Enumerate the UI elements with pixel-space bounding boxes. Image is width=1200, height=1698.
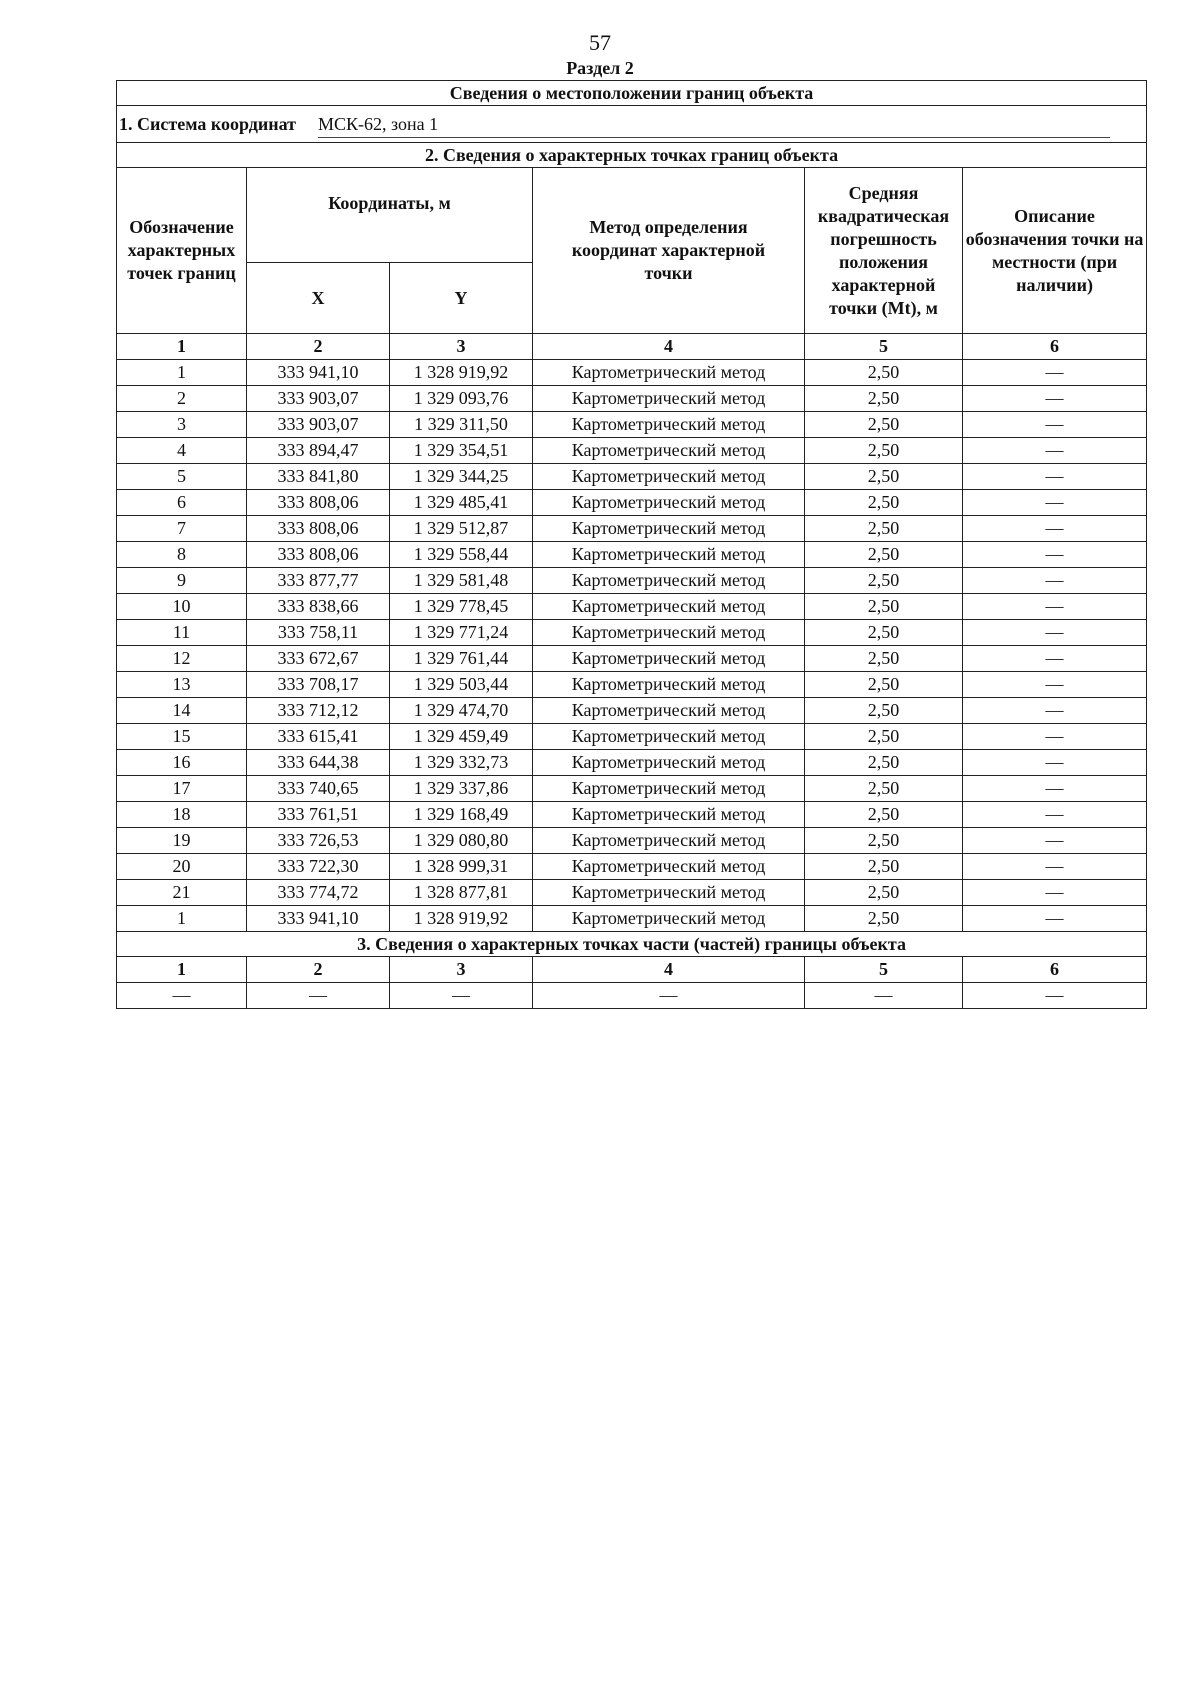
empty-cell: —	[247, 983, 390, 1009]
point-cell: 8	[117, 542, 247, 568]
mean-error-cell: 2,50	[805, 386, 963, 412]
method-cell: Картометрический метод	[533, 412, 805, 438]
method-cell: Картометрический метод	[533, 724, 805, 750]
coord-system-cell	[117, 106, 1147, 143]
header-mean-error: Средняя квадратическая погрешность положения характерной точки (Mt), м	[805, 168, 963, 334]
point-cell: 9	[117, 568, 247, 594]
x-coordinate-cell: 333 740,65	[247, 776, 390, 802]
description-cell: —	[963, 854, 1147, 880]
y-coordinate-cell: 1 328 919,92	[390, 906, 533, 932]
description-cell: —	[963, 412, 1147, 438]
column-number: 4	[533, 957, 805, 983]
table-row	[117, 516, 1147, 542]
description-cell: —	[963, 464, 1147, 490]
description-cell: —	[963, 880, 1147, 906]
table-row	[117, 724, 1147, 750]
mean-error-cell: 2,50	[805, 880, 963, 906]
mean-error-cell: 2,50	[805, 724, 963, 750]
table-row	[117, 412, 1147, 438]
method-cell: Картометрический метод	[533, 516, 805, 542]
y-coordinate-cell: 1 329 080,80	[390, 828, 533, 854]
mean-error-cell: 2,50	[805, 490, 963, 516]
method-cell: Картометрический метод	[533, 386, 805, 412]
header-method: Метод определения координат характерной точки	[533, 168, 805, 334]
point-cell: 21	[117, 880, 247, 906]
method-cell: Картометрический метод	[533, 620, 805, 646]
point-cell: 15	[117, 724, 247, 750]
mean-error-cell: 2,50	[805, 802, 963, 828]
x-coordinate-cell: 333 808,06	[247, 542, 390, 568]
column-number-row	[117, 334, 1147, 360]
mean-error-cell: 2,50	[805, 594, 963, 620]
coord-system-value: МСК-62, зона 1	[318, 113, 1110, 138]
column-number: 4	[533, 334, 805, 360]
table-row	[117, 828, 1147, 854]
x-coordinate-cell: 333 672,67	[247, 646, 390, 672]
x-coordinate-cell: 333 894,47	[247, 438, 390, 464]
mean-error-cell: 2,50	[805, 360, 963, 386]
column-number: 3	[390, 334, 533, 360]
column-number: 5	[805, 957, 963, 983]
point-cell: 5	[117, 464, 247, 490]
y-coordinate-cell: 1 329 354,51	[390, 438, 533, 464]
table-row	[117, 464, 1147, 490]
table-row	[117, 360, 1147, 386]
description-cell: —	[963, 776, 1147, 802]
coord-system-label: 1. Система координат	[119, 114, 296, 134]
description-cell: —	[963, 724, 1147, 750]
x-coordinate-cell: 333 644,38	[247, 750, 390, 776]
table-row	[117, 802, 1147, 828]
table-row	[117, 646, 1147, 672]
x-coordinate-cell: 333 758,11	[247, 620, 390, 646]
section2-title: 2. Сведения о характерных точках границ объекта	[117, 143, 1147, 168]
column-number: 2	[247, 334, 390, 360]
mean-error-cell: 2,50	[805, 516, 963, 542]
description-cell: —	[963, 360, 1147, 386]
y-coordinate-cell: 1 329 332,73	[390, 750, 533, 776]
table-row	[117, 620, 1147, 646]
point-cell: 10	[117, 594, 247, 620]
method-cell: Картометрический метод	[533, 854, 805, 880]
method-cell: Картометрический метод	[533, 438, 805, 464]
method-cell: Картометрический метод	[533, 698, 805, 724]
column-number: 1	[117, 334, 247, 360]
table-row	[117, 490, 1147, 516]
mean-error-cell: 2,50	[805, 620, 963, 646]
description-cell: —	[963, 698, 1147, 724]
point-cell: 6	[117, 490, 247, 516]
method-cell: Картометрический метод	[533, 568, 805, 594]
x-coordinate-cell: 333 808,06	[247, 516, 390, 542]
mean-error-cell: 2,50	[805, 750, 963, 776]
mean-error-cell: 2,50	[805, 776, 963, 802]
page-number: 57	[589, 30, 611, 55]
y-coordinate-cell: 1 329 168,49	[390, 802, 533, 828]
section2-title-row	[117, 143, 1147, 168]
point-cell: 4	[117, 438, 247, 464]
mean-error-cell: 2,50	[805, 568, 963, 594]
table-row	[117, 906, 1147, 932]
mean-error-cell: 2,50	[805, 906, 963, 932]
y-coordinate-cell: 1 329 503,44	[390, 672, 533, 698]
mean-error-cell: 2,50	[805, 412, 963, 438]
section3-column-number-row	[117, 957, 1147, 983]
method-cell: Картометрический метод	[533, 776, 805, 802]
header-point-designation: Обозначение характерных точек границ	[117, 168, 247, 334]
column-number: 1	[117, 957, 247, 983]
column-number: 6	[963, 957, 1147, 983]
header-row-1	[117, 168, 1147, 263]
y-coordinate-cell: 1 329 459,49	[390, 724, 533, 750]
x-coordinate-cell: 333 774,72	[247, 880, 390, 906]
y-coordinate-cell: 1 329 337,86	[390, 776, 533, 802]
section3-title: 3. Сведения о характерных точках части (частей) границы объекта	[117, 932, 1147, 957]
y-coordinate-cell: 1 328 877,81	[390, 880, 533, 906]
table-row	[117, 698, 1147, 724]
x-coordinate-cell: 333 877,77	[247, 568, 390, 594]
method-cell: Картометрический метод	[533, 906, 805, 932]
mean-error-cell: 2,50	[805, 438, 963, 464]
method-cell: Картометрический метод	[533, 646, 805, 672]
point-cell: 17	[117, 776, 247, 802]
column-number: 3	[390, 957, 533, 983]
y-coordinate-cell: 1 328 919,92	[390, 360, 533, 386]
point-cell: 1	[117, 906, 247, 932]
point-cell: 16	[117, 750, 247, 776]
y-coordinate-cell: 1 329 761,44	[390, 646, 533, 672]
x-coordinate-cell: 333 941,10	[247, 906, 390, 932]
point-cell: 20	[117, 854, 247, 880]
mean-error-cell: 2,50	[805, 646, 963, 672]
section3-empty-row	[117, 983, 1147, 1009]
header-coordinates: Координаты, м	[247, 168, 533, 263]
table-row	[117, 880, 1147, 906]
header-y: Y	[390, 263, 533, 334]
y-coordinate-cell: 1 328 999,31	[390, 854, 533, 880]
x-coordinate-cell: 333 941,10	[247, 360, 390, 386]
method-cell: Картометрический метод	[533, 464, 805, 490]
point-cell: 2	[117, 386, 247, 412]
section3-title-row	[117, 932, 1147, 957]
point-cell: 11	[117, 620, 247, 646]
point-cell: 3	[117, 412, 247, 438]
point-cell: 19	[117, 828, 247, 854]
table-row	[117, 854, 1147, 880]
y-coordinate-cell: 1 329 512,87	[390, 516, 533, 542]
point-cell: 18	[117, 802, 247, 828]
table-row	[117, 386, 1147, 412]
description-cell: —	[963, 802, 1147, 828]
point-cell: 1	[117, 360, 247, 386]
empty-cell: —	[805, 983, 963, 1009]
x-coordinate-cell: 333 615,41	[247, 724, 390, 750]
x-coordinate-cell: 333 903,07	[247, 412, 390, 438]
coord-system-row	[117, 106, 1147, 143]
x-coordinate-cell: 333 761,51	[247, 802, 390, 828]
x-coordinate-cell: 333 722,30	[247, 854, 390, 880]
point-cell: 7	[117, 516, 247, 542]
column-number: 2	[247, 957, 390, 983]
method-cell: Картометрический метод	[533, 672, 805, 698]
method-cell: Картометрический метод	[533, 828, 805, 854]
y-coordinate-cell: 1 329 778,45	[390, 594, 533, 620]
mean-error-cell: 2,50	[805, 828, 963, 854]
column-number: 5	[805, 334, 963, 360]
method-cell: Картометрический метод	[533, 360, 805, 386]
description-cell: —	[963, 750, 1147, 776]
description-cell: —	[963, 490, 1147, 516]
table-row	[117, 776, 1147, 802]
method-cell: Картометрический метод	[533, 490, 805, 516]
y-coordinate-cell: 1 329 311,50	[390, 412, 533, 438]
header-description: Описание обозначения точки на местности (при наличии)	[963, 168, 1147, 334]
y-coordinate-cell: 1 329 485,41	[390, 490, 533, 516]
y-coordinate-cell: 1 329 558,44	[390, 542, 533, 568]
table-row	[117, 542, 1147, 568]
description-cell: —	[963, 568, 1147, 594]
x-coordinate-cell: 333 841,80	[247, 464, 390, 490]
y-coordinate-cell: 1 329 474,70	[390, 698, 533, 724]
method-cell: Картометрический метод	[533, 542, 805, 568]
method-cell: Картометрический метод	[533, 750, 805, 776]
point-cell: 13	[117, 672, 247, 698]
table-row	[117, 672, 1147, 698]
description-cell: —	[963, 438, 1147, 464]
description-cell: —	[963, 386, 1147, 412]
y-coordinate-cell: 1 329 344,25	[390, 464, 533, 490]
empty-cell: —	[533, 983, 805, 1009]
description-cell: —	[963, 542, 1147, 568]
description-cell: —	[963, 516, 1147, 542]
table-title: Сведения о местоположении границ объекта	[117, 81, 1147, 106]
mean-error-cell: 2,50	[805, 542, 963, 568]
table-row	[117, 750, 1147, 776]
description-cell: —	[963, 620, 1147, 646]
method-cell: Картометрический метод	[533, 880, 805, 906]
x-coordinate-cell: 333 726,53	[247, 828, 390, 854]
empty-cell: —	[390, 983, 533, 1009]
table-title-row	[117, 81, 1147, 106]
x-coordinate-cell: 333 808,06	[247, 490, 390, 516]
column-number: 6	[963, 334, 1147, 360]
method-cell: Картометрический метод	[533, 594, 805, 620]
header-x: X	[247, 263, 390, 334]
description-cell: —	[963, 906, 1147, 932]
empty-cell: —	[963, 983, 1147, 1009]
description-cell: —	[963, 594, 1147, 620]
description-cell: —	[963, 672, 1147, 698]
empty-cell: —	[117, 983, 247, 1009]
mean-error-cell: 2,50	[805, 854, 963, 880]
y-coordinate-cell: 1 329 093,76	[390, 386, 533, 412]
boundary-table	[116, 80, 1147, 1009]
table-row	[117, 438, 1147, 464]
y-coordinate-cell: 1 329 581,48	[390, 568, 533, 594]
x-coordinate-cell: 333 712,12	[247, 698, 390, 724]
point-cell: 12	[117, 646, 247, 672]
description-cell: —	[963, 828, 1147, 854]
description-cell: —	[963, 646, 1147, 672]
x-coordinate-cell: 333 903,07	[247, 386, 390, 412]
x-coordinate-cell: 333 708,17	[247, 672, 390, 698]
mean-error-cell: 2,50	[805, 698, 963, 724]
mean-error-cell: 2,50	[805, 672, 963, 698]
table-row	[117, 594, 1147, 620]
section-title: Раздел 2	[566, 58, 634, 78]
method-cell: Картометрический метод	[533, 802, 805, 828]
point-cell: 14	[117, 698, 247, 724]
y-coordinate-cell: 1 329 771,24	[390, 620, 533, 646]
mean-error-cell: 2,50	[805, 464, 963, 490]
x-coordinate-cell: 333 838,66	[247, 594, 390, 620]
table-row	[117, 568, 1147, 594]
